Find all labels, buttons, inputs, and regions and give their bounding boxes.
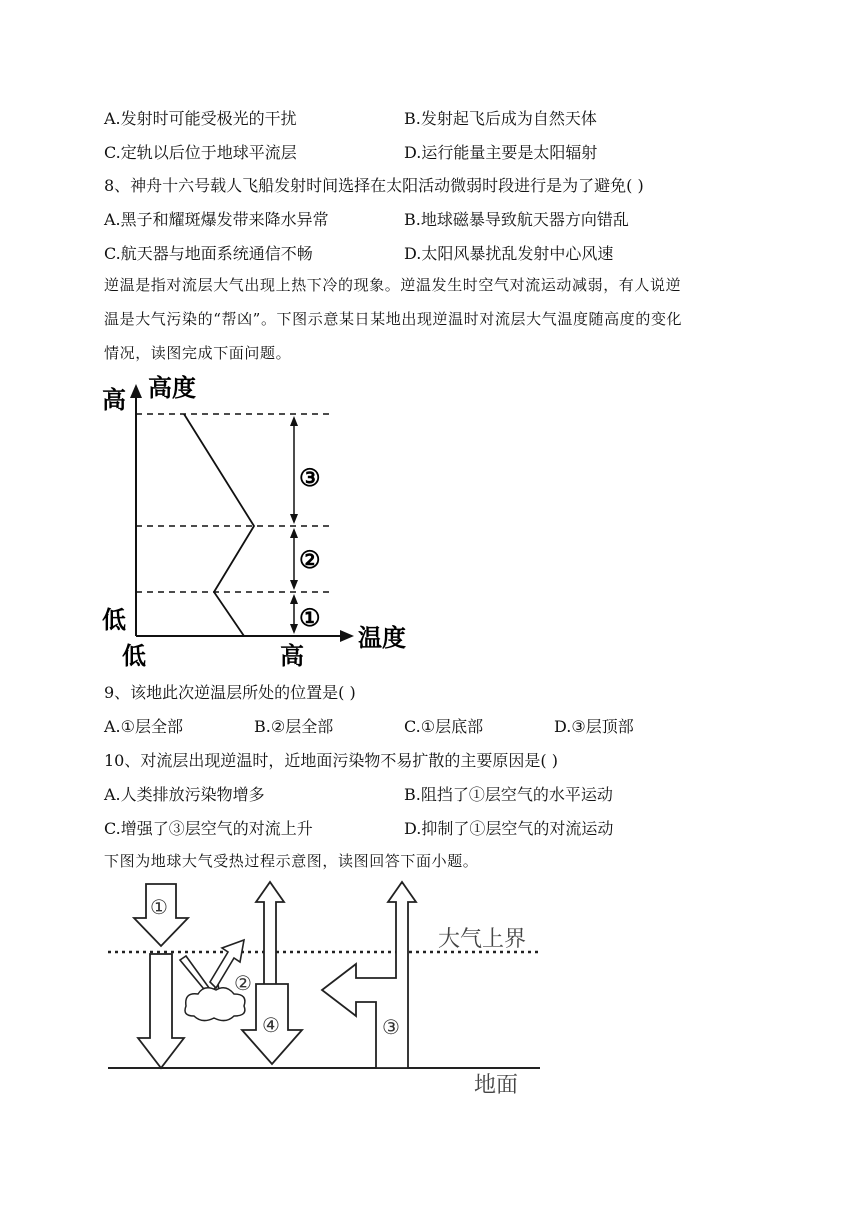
arrow-escaping-radiation xyxy=(256,882,284,990)
intro-paragraph-line-2: 温是大气污染的“帮凶”。下图示意某日某地出现逆温时对流层大气温度随高度的变化 xyxy=(104,310,683,328)
inversion-figure xyxy=(96,368,426,673)
y-axis-arrowhead xyxy=(130,384,142,398)
q10-option-a: A.人类排放污染物增多 xyxy=(104,785,265,804)
q7-option-d: D.运行能量主要是太阳辐射 xyxy=(404,143,598,162)
layer1-label: ① xyxy=(299,603,321,632)
arrow4-label: ④ xyxy=(262,1013,280,1037)
temperature-curve xyxy=(184,414,254,636)
q8-option-a: A.黑子和耀斑爆发带来降水异常 xyxy=(104,210,329,229)
y-axis-name: 高度 xyxy=(148,373,196,402)
heating-process-figure xyxy=(100,880,550,1100)
arrow1-label: ① xyxy=(150,895,168,919)
q10-option-b: B.阻挡了①层空气的水平运动 xyxy=(404,785,613,804)
layer2-label: ② xyxy=(299,545,321,574)
y-low-label: 低 xyxy=(102,605,126,634)
q8-option-d: D.太阳风暴扰乱发射中心风速 xyxy=(404,244,614,263)
q7-option-b: B.发射起飞后成为自然天体 xyxy=(404,109,597,128)
q9-option-d: D.③层顶部 xyxy=(554,717,634,736)
arrow2-label: ② xyxy=(234,971,252,995)
q8-option-c: C.航天器与地面系统通信不畅 xyxy=(104,244,313,263)
arrow-solar-to-ground xyxy=(138,954,184,1068)
atmosphere-top-label: 大气上界 xyxy=(438,927,527,952)
intro-paragraph-line-1: 逆温是指对流层大气出现上热下冷的现象。逆温发生时空气对流运动减弱，有人说逆 xyxy=(104,276,682,294)
q10-stem: 10、对流层出现逆温时，近地面污染物不易扩散的主要原因是( ) xyxy=(104,751,558,770)
ground-label: 地面 xyxy=(474,1073,519,1098)
q9-stem: 9、该地此次逆温层所处的位置是( ) xyxy=(104,683,356,702)
layer3-label: ③ xyxy=(299,463,321,492)
q9-option-a: A.①层全部 xyxy=(104,717,183,736)
q9-option-b: B.②层全部 xyxy=(254,717,334,736)
q10-option-c: C.增强了③层空气的对流上升 xyxy=(104,819,313,838)
intro-paragraph-2: 下图为地球大气受热过程示意图，读图回答下面小题。 xyxy=(104,852,479,870)
arrow3-label: ③ xyxy=(382,1015,400,1039)
q8-stem: 8、神舟十六号载人飞船发射时间选择在太阳活动微弱时段进行是为了避免( ) xyxy=(104,176,644,195)
q7-option-c: C.定轨以后位于地球平流层 xyxy=(104,143,297,162)
x-low-label: 低 xyxy=(122,641,146,670)
x-high-label: 高 xyxy=(280,641,304,670)
q10-option-d: D.抑制了①层空气的对流运动 xyxy=(404,819,614,838)
y-high-label: 高 xyxy=(102,385,126,414)
arrow3-ground-radiation xyxy=(322,882,416,1068)
q9-option-c: C.①层底部 xyxy=(404,717,484,736)
q7-option-a: A.发射时可能受极光的干扰 xyxy=(104,109,297,128)
x-axis-arrowhead xyxy=(340,630,354,642)
intro-paragraph-line-3: 情况，读图完成下面问题。 xyxy=(104,344,292,362)
q8-option-b: B.地球磁暴导致航天器方向错乱 xyxy=(404,210,629,229)
x-axis-name: 温度 xyxy=(358,623,406,652)
